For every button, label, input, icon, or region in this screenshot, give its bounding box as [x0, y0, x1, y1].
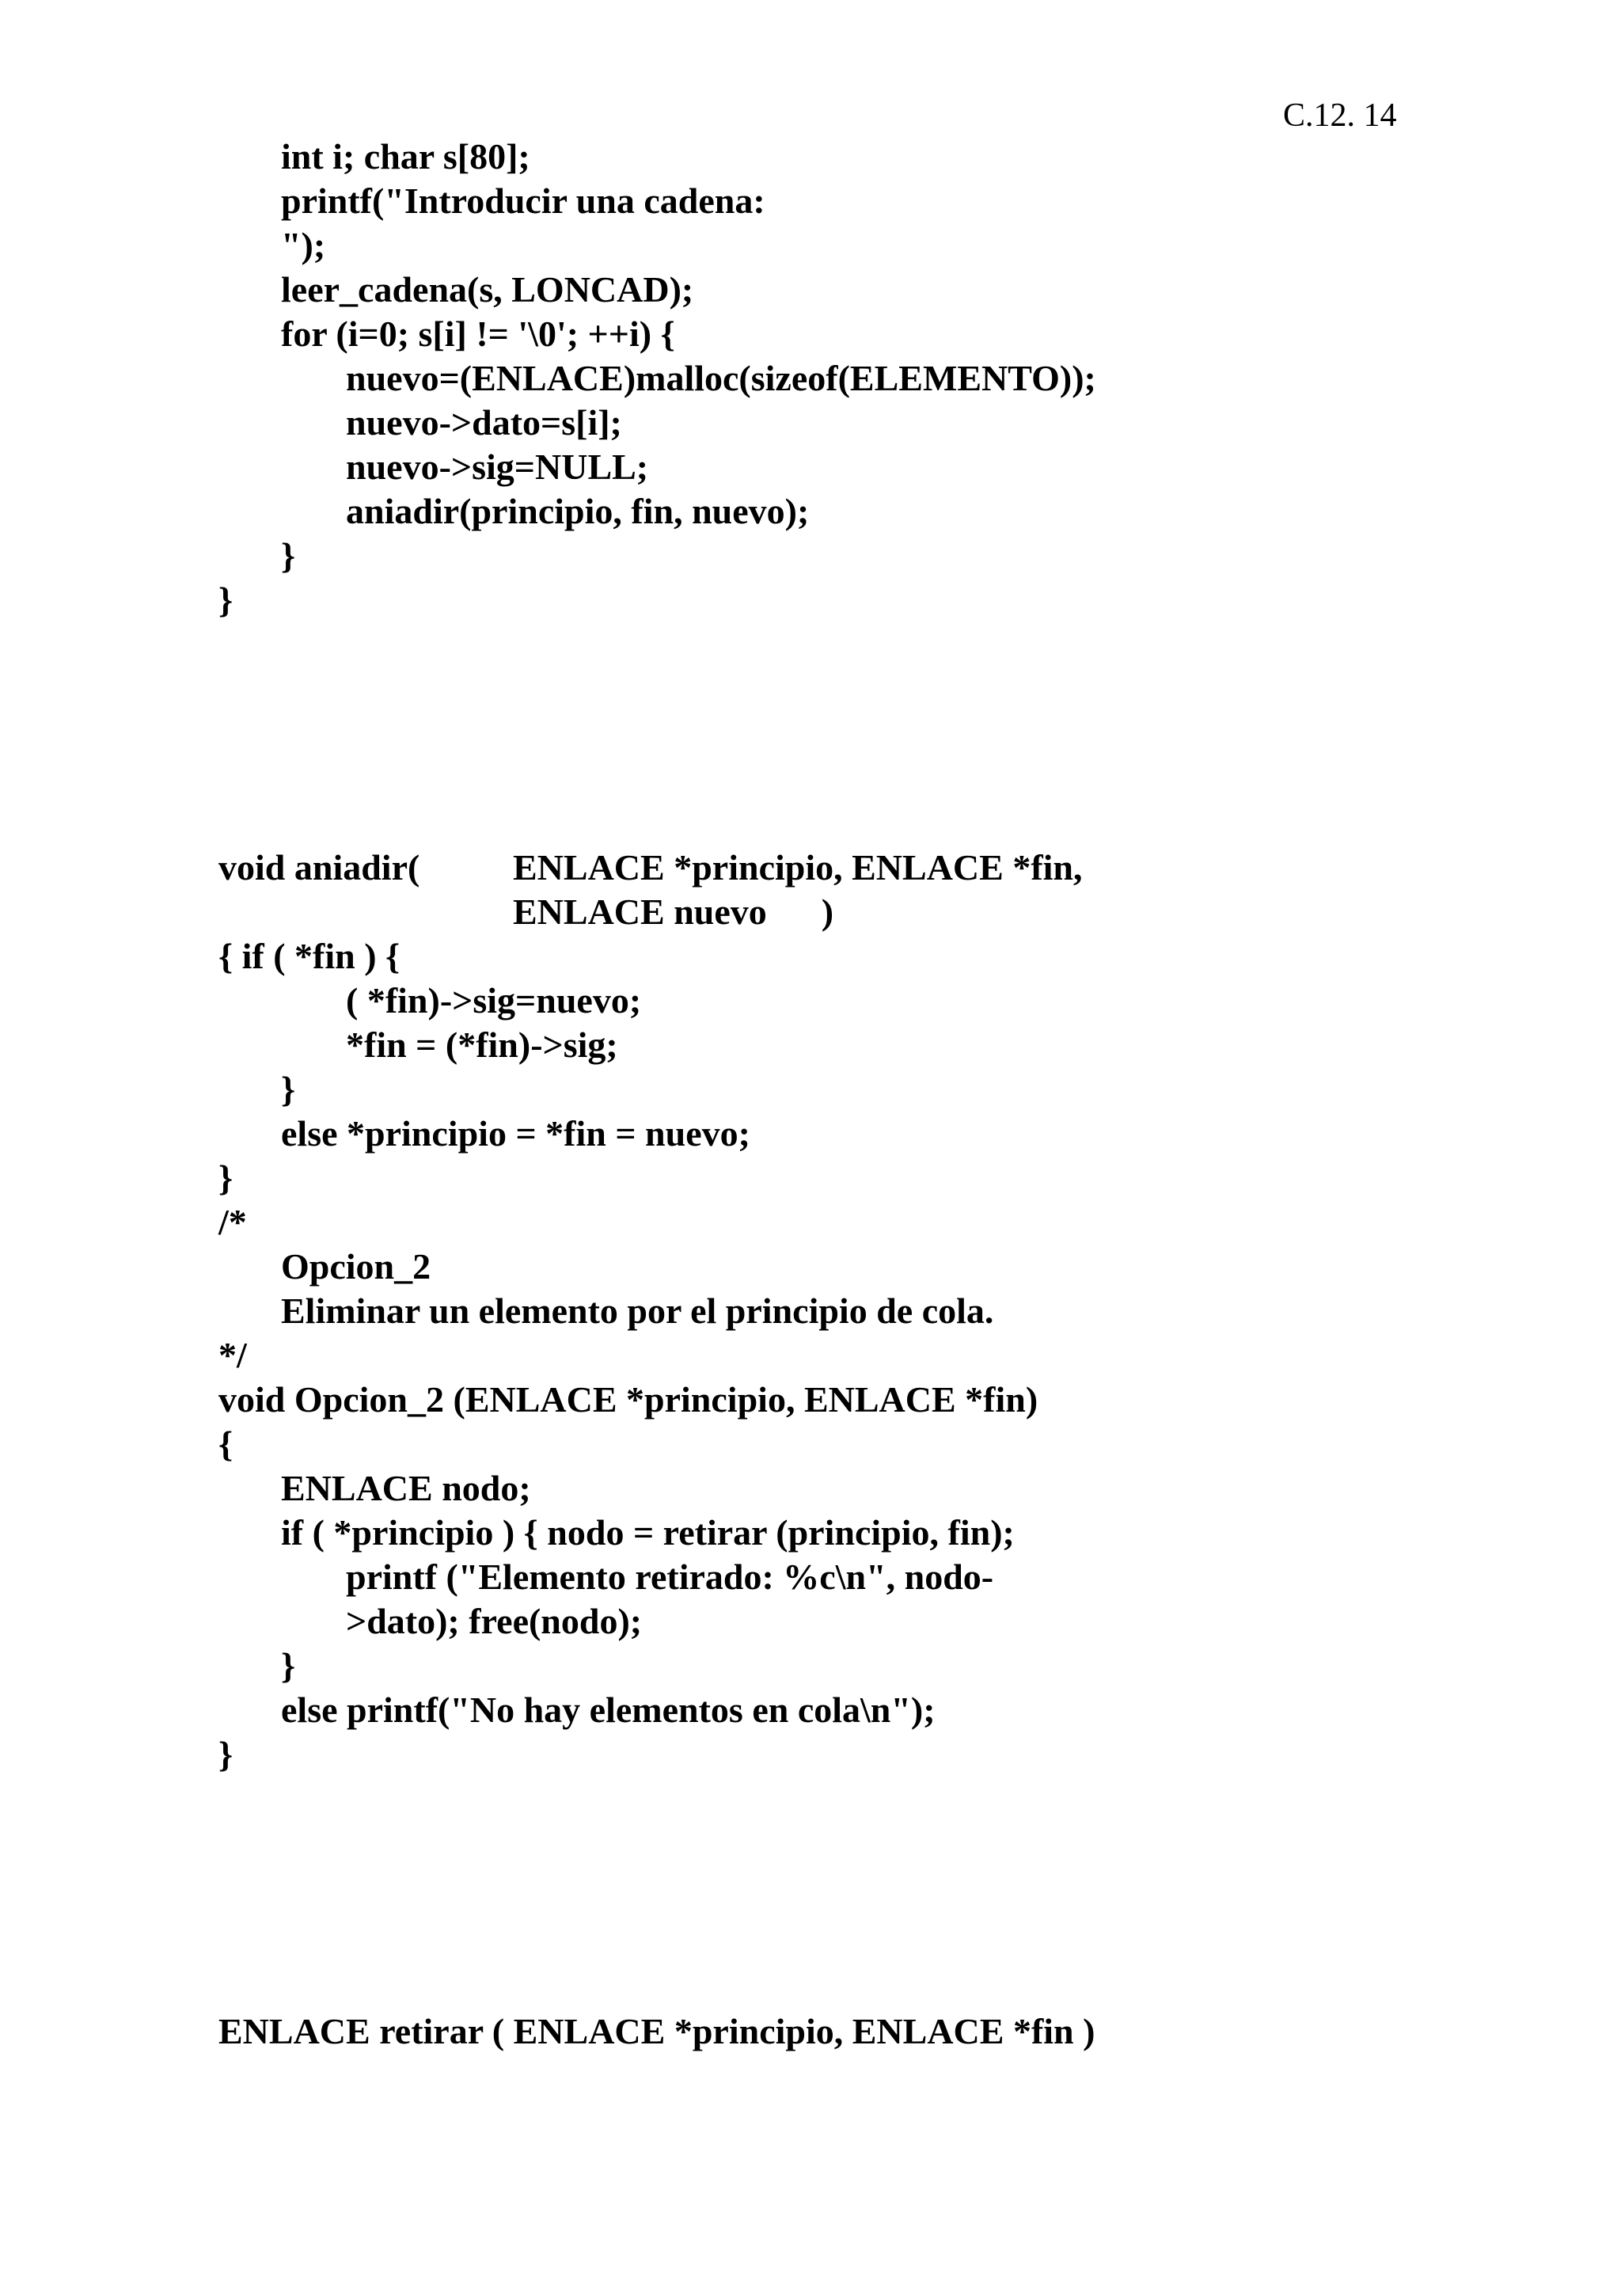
- code-line: ENLACE *principio, ENLACE *fin,: [513, 847, 1083, 888]
- code-line: }: [218, 1158, 233, 1198]
- code-line: aniadir(principio, fin, nuevo);: [346, 491, 810, 531]
- code-line: leer_cadena(s, LONCAD);: [281, 269, 694, 310]
- code-line: *fin = (*fin)->sig;: [346, 1024, 618, 1065]
- code-line: void aniadir(: [218, 847, 420, 888]
- code-line: {: [218, 1424, 233, 1464]
- code-line: if ( *principio ) { nodo = retirar (principio, fin);: [281, 1512, 1015, 1553]
- code-line: else *principio = *fin = nuevo;: [281, 1113, 750, 1154]
- code-line: >dato); free(nodo);: [346, 1601, 643, 1641]
- code-line: ENLACE nuevo ): [513, 891, 834, 932]
- code-line: ( *fin)->sig=nuevo;: [346, 980, 642, 1021]
- code-line: }: [281, 535, 296, 576]
- code-line: ENLACE retirar ( ENLACE *principio, ENLACE *fin ): [218, 2011, 1095, 2051]
- code-line: nuevo->sig=NULL;: [346, 447, 649, 487]
- code-line: int i; char s[80];: [281, 136, 530, 177]
- code-line: for (i=0; s[i] != '\0'; ++i) {: [281, 314, 675, 354]
- code-line: */: [218, 1335, 247, 1375]
- code-line: void Opcion_2 (ENLACE *principio, ENLACE *fin): [218, 1379, 1038, 1420]
- code-line: else printf("No hay elementos en cola\n");: [281, 1690, 936, 1730]
- code-line: Eliminar un elemento por el principio de cola.: [281, 1291, 994, 1331]
- code-line: ENLACE nodo;: [281, 1468, 531, 1508]
- code-line: }: [218, 580, 233, 620]
- code-line: nuevo->dato=s[i];: [346, 402, 622, 443]
- code-line: nuevo=(ENLACE)malloc(sizeof(ELEMENTO));: [346, 358, 1096, 398]
- code-line: }: [281, 1069, 296, 1109]
- code-line: printf ("Elemento retirado: %c\n", nodo-: [346, 1557, 994, 1597]
- code-line: /*: [218, 1202, 247, 1242]
- code-line: ");: [281, 225, 326, 265]
- code-line: printf("Introducir una cadena:: [281, 181, 765, 221]
- code-line: Opcion_2: [281, 1246, 431, 1287]
- code-line: { if ( *fin ) {: [218, 936, 401, 976]
- page-number: C.12. 14: [1283, 97, 1397, 134]
- code-line: }: [281, 1645, 296, 1686]
- code-line: }: [218, 1734, 233, 1774]
